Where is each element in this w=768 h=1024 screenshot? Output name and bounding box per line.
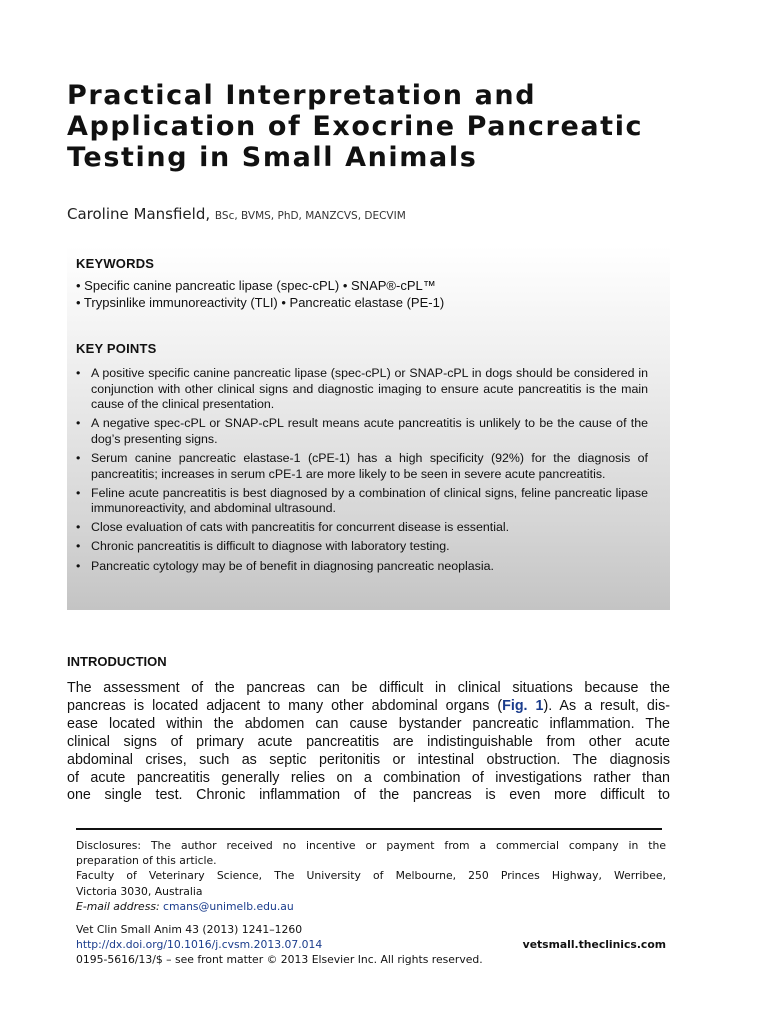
author-line <box>67 205 406 223</box>
copyright-line: 0195-5616/13/$ – see front matter © 2013 Elsevier Inc. All rights reserved. <box>76 953 483 967</box>
introduction-heading: INTRODUCTION <box>67 654 167 669</box>
article-title <box>67 80 707 173</box>
bullet-marker: • <box>76 485 81 500</box>
title-line: Testing in Small Animals <box>67 142 478 173</box>
bullet-marker: • <box>76 366 81 380</box>
email-line <box>76 899 666 914</box>
introduction-paragraph <box>67 680 670 805</box>
bullet-marker: • <box>76 558 81 573</box>
email-link[interactable]: cmans@unimelb.edu.au <box>163 899 294 913</box>
keywords-line: • Specific canine pancreatic lipase (spec-cPL) • SNAP®-cPL™ <box>76 278 436 293</box>
key-point-item <box>76 539 648 555</box>
paragraph-line: abdominal crises, such as septic peritonitis or intestinal obstruction. The diagnosis <box>67 751 670 768</box>
citation-line: Vet Clin Small Anim 43 (2013) 1241–1260 <box>76 923 303 936</box>
bullet-marker: • <box>76 450 81 465</box>
key-point-item <box>76 416 648 447</box>
journal-site-link[interactable]: vetsmall.theclinics.com <box>522 938 666 952</box>
footnote-divider <box>76 828 662 830</box>
paragraph-line: one single test. Chronic inflammation of the pancreas is even more difficult to <box>67 787 670 804</box>
affiliation-line: Victoria 3030, Australia <box>76 884 203 898</box>
paragraph-line: of acute pancreatitis generally relies on a combination of investigations rather than <box>67 769 670 786</box>
bullet-marker: • <box>76 539 81 554</box>
footnotes <box>76 838 666 914</box>
citation-block <box>76 922 666 968</box>
author-credentials: BSc, BVMS, PhD, MANZCVS, DECVIM <box>214 210 406 222</box>
email-label: E-mail address: <box>76 899 160 913</box>
key-point-text: A negative spec-cPL or SNAP-cPL result means acute pancreatitis is unlikely to be the cause of the dog’s presenting signs. <box>91 416 648 446</box>
key-point-item <box>76 366 648 413</box>
key-point-item <box>76 486 648 517</box>
key-point-text: A positive specific canine pancreatic lipase (spec-cPL) or SNAP-cPL in dogs should be considered in conjunction with other clinical signs and diagnostic imaging to ensure acute pancreatitis is the main cause of the clinical presentation. <box>91 366 648 412</box>
disclosure-line: preparation of this article. <box>76 854 217 868</box>
paragraph-text: pancreas is located adjacent to many other abdominal organs ( <box>67 697 503 714</box>
disclosure-line: Disclosures: The author received no incentive or payment from a commercial company in the <box>76 839 666 852</box>
title-line: Application of Exocrine Pancreatic <box>67 111 644 142</box>
key-points-heading: KEY POINTS <box>76 341 157 356</box>
key-point-item <box>76 520 648 536</box>
doi-link[interactable]: http://dx.doi.org/10.1016/j.cvsm.2013.07.014 <box>76 938 323 952</box>
key-point-text: Chronic pancreatitis is difficult to diagnose with laboratory testing. <box>91 539 450 554</box>
key-point-item <box>76 451 648 482</box>
paragraph-text: ). As a result, dis- <box>543 697 670 714</box>
keywords-keypoints-box <box>67 246 670 610</box>
key-point-text: Serum canine pancreatic elastase-1 (cPE-1) has a high specificity (92%) for the diagnosis of pancreatitis; increases in serum cPE-1 are more likely to be seen in severe acute pancreatitis. <box>91 450 648 481</box>
paragraph-line: clinical signs of primary acute pancreatitis are indistinguishable from other acute <box>67 733 670 750</box>
author-name: Caroline Mansfield, <box>67 205 211 223</box>
keywords-heading: KEYWORDS <box>76 256 155 271</box>
keywords-line: • Trypsinlike immunoreactivity (TLI) • Pancreatic elastase (PE-1) <box>76 295 445 310</box>
key-point-text: Feline acute pancreatitis is best diagnosed by a combination of clinical signs, feline pancreatic lipase immunoreactivity, and abdominal ultrasound. <box>91 485 648 516</box>
title-line: Practical Interpretation and <box>67 80 537 111</box>
key-point-text: Pancreatic cytology may be of benefit in diagnosing pancreatic neoplasia. <box>91 558 494 573</box>
doi-line <box>76 937 666 952</box>
key-point-item <box>76 559 648 575</box>
figure-1-link[interactable]: Fig. 1 <box>502 697 544 714</box>
key-points-list <box>76 366 648 578</box>
bullet-marker: • <box>76 520 81 535</box>
paragraph-line: The assessment of the pancreas can be difficult in clinical situations because the <box>67 680 670 696</box>
key-point-text: Close evaluation of cats with pancreatitis for concurrent disease is essential. <box>91 520 510 535</box>
bullet-marker: • <box>76 416 81 431</box>
affiliation-line: Faculty of Veterinary Science, The University of Melbourne, 250 Princes Highway, Werribee, <box>76 869 666 883</box>
paragraph-line <box>67 698 670 716</box>
paragraph-line: ease located within the abdomen can cause bystander pancreatic inflammation. The <box>67 715 670 732</box>
